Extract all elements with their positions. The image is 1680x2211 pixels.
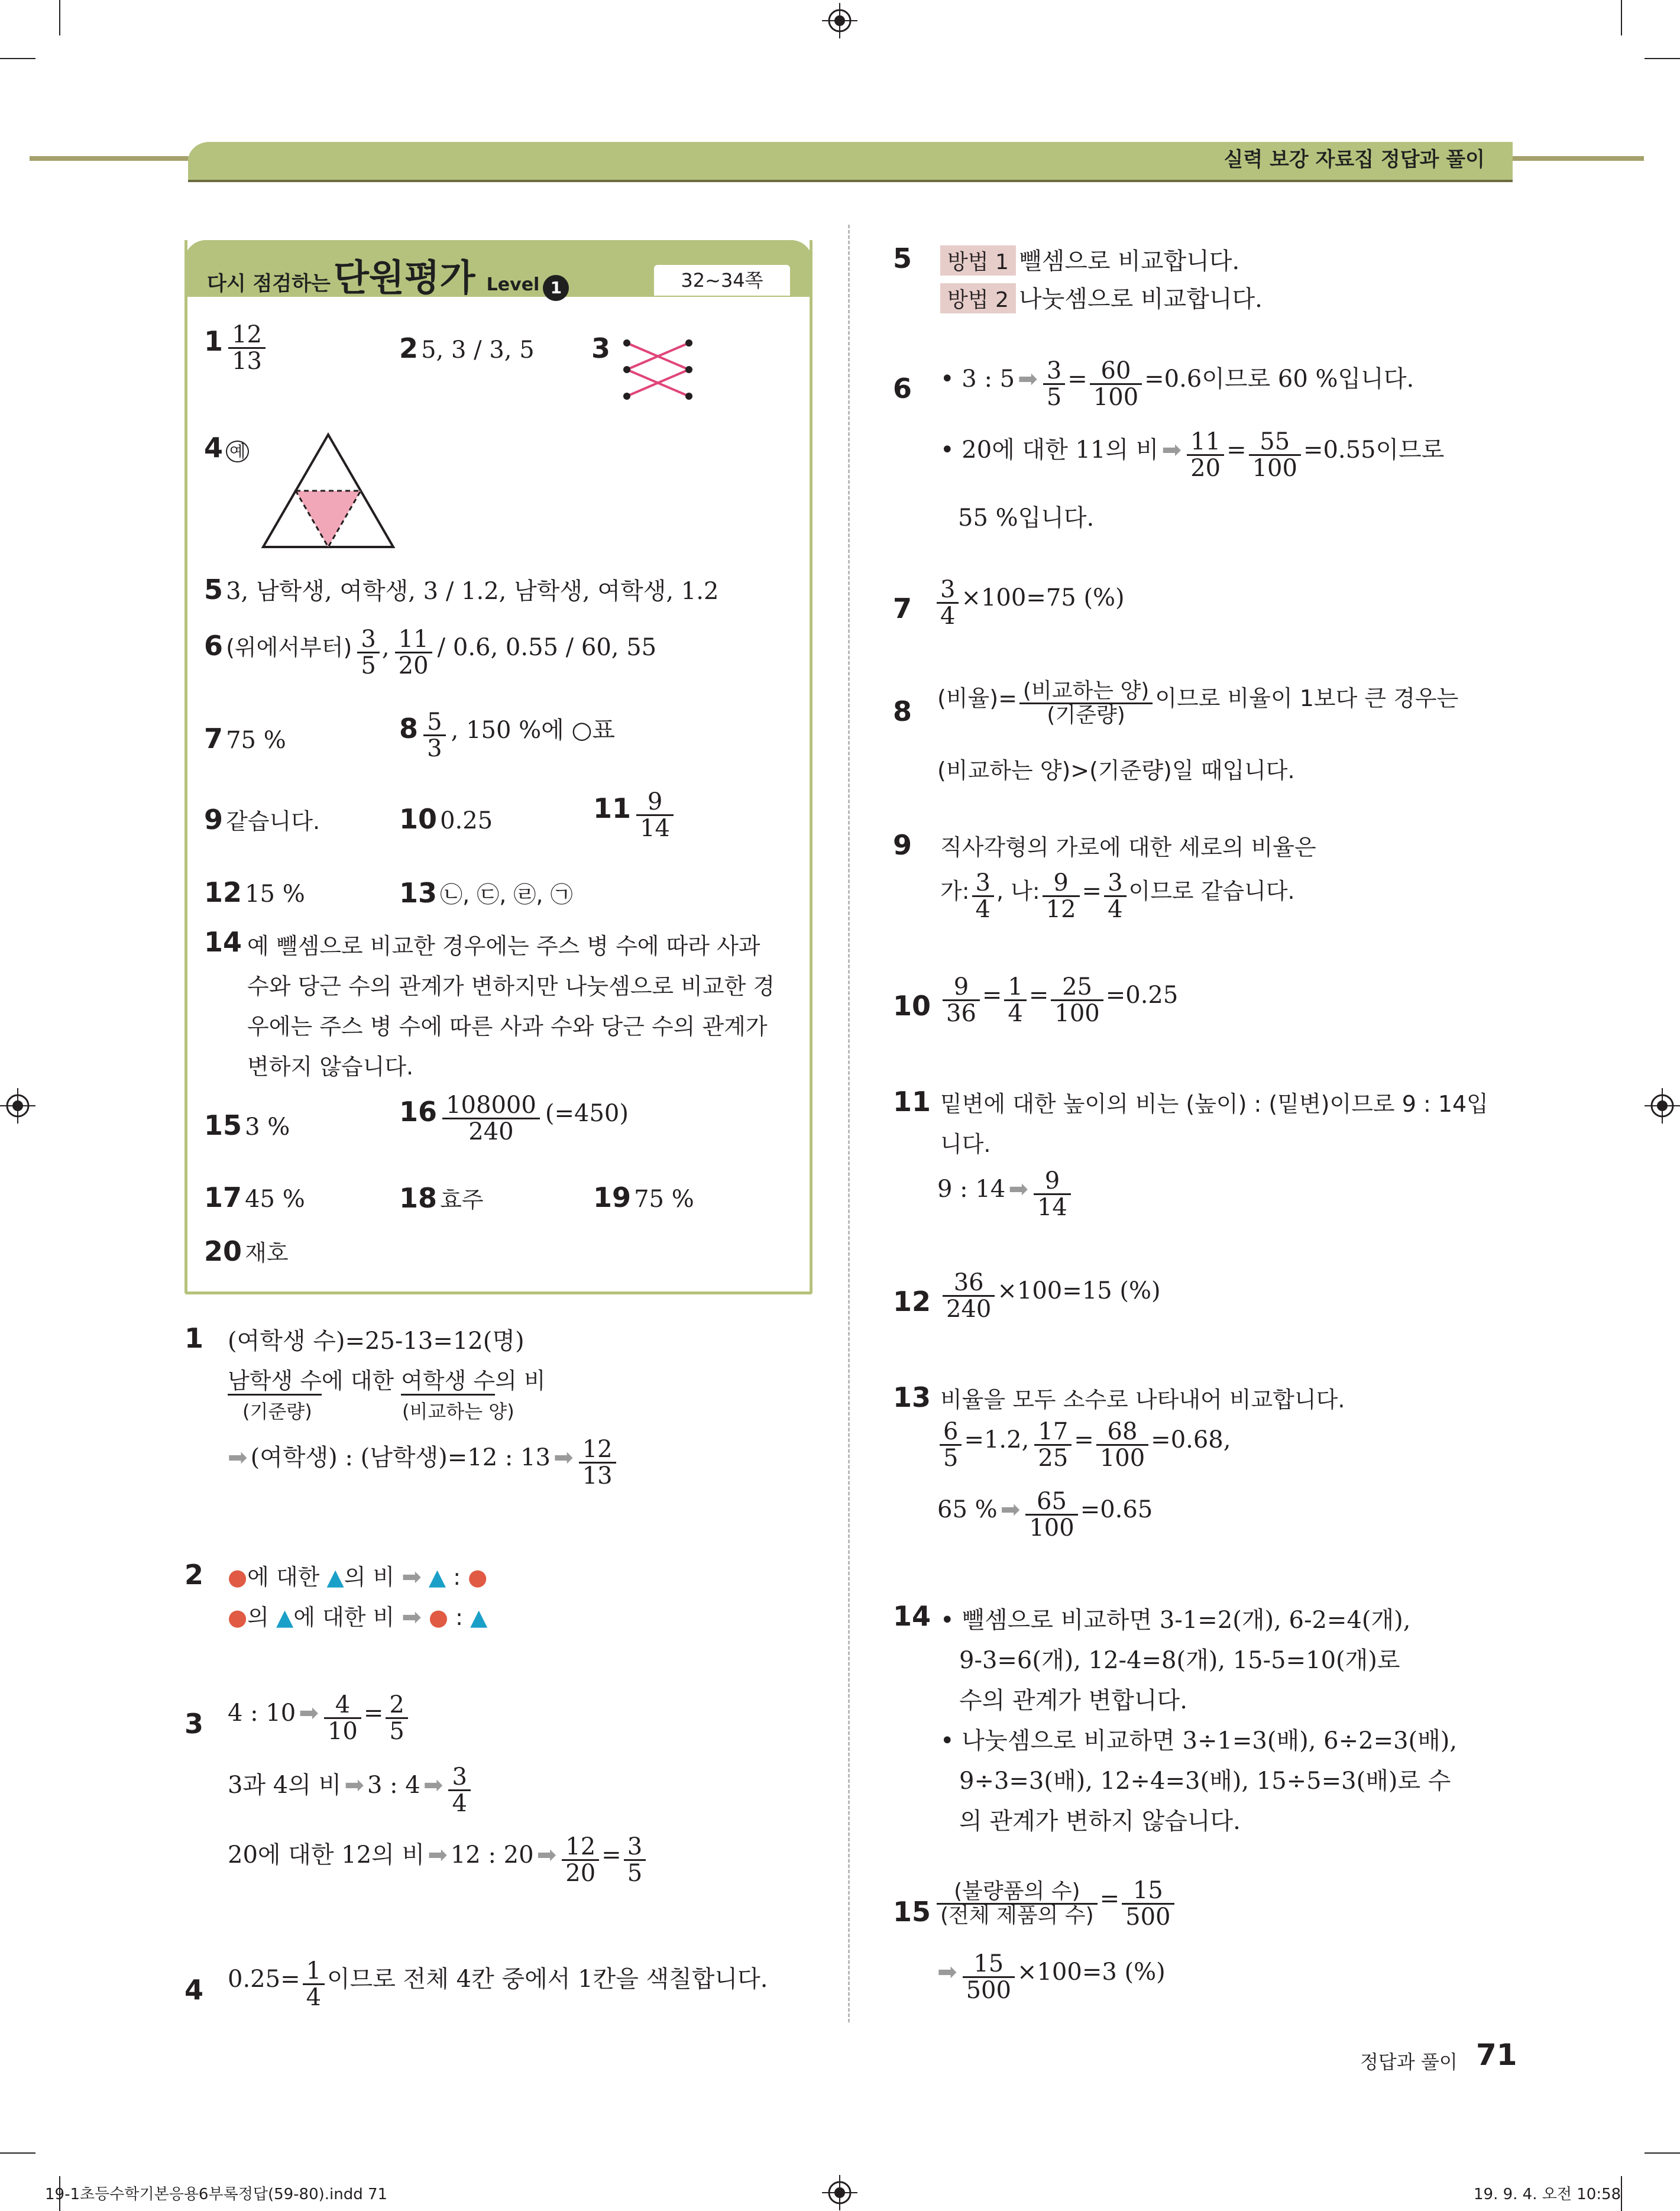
solution-number: 13 <box>893 1381 931 1413</box>
answer-number: 16 <box>399 1096 438 1128</box>
numerator: 11 <box>1187 429 1224 456</box>
review-answer-20 <box>204 1235 289 1267</box>
solution-number: 11 <box>893 1086 931 1118</box>
text: 의 비 <box>344 1564 395 1590</box>
review-answer-3 <box>591 332 610 364</box>
answer-text: / 0.6, 0.55 / 60, 55 <box>437 634 657 661</box>
text: =0.65 <box>1080 1496 1153 1523</box>
solution-1-sub2: (비교하는 양) <box>402 1400 514 1423</box>
solution-number: 15 <box>893 1896 931 1928</box>
text: 20에 대한 12의 비 <box>228 1841 425 1869</box>
review-answer-10 <box>399 803 493 835</box>
denominator: 100 <box>1099 1445 1145 1472</box>
solution-9-line1: 직사각형의 가로에 대한 세로의 비율은 <box>940 834 1316 860</box>
level-badge: 1 <box>543 275 569 301</box>
numerator: 1 <box>1004 975 1026 1001</box>
answer-number: 12 <box>204 876 242 908</box>
answer-number: 9 <box>204 804 224 836</box>
triangle-icon: ▲ <box>276 1604 294 1630</box>
review-title <box>207 248 569 301</box>
solution-7-number <box>893 593 912 624</box>
numerator: 36 <box>943 1270 995 1297</box>
numerator: 9 <box>1034 1168 1071 1195</box>
solution-13-line2: $\frac{6}{5}$ =1.2, $\frac{17}{25}$ = $\frac{68}{100}$ =0.68, <box>937 1419 1231 1471</box>
comma: , <box>381 634 390 661</box>
solution-13-number <box>893 1381 931 1413</box>
arrow-right-icon: ➡ <box>1161 436 1182 464</box>
colon: : <box>455 1604 463 1630</box>
level-label: Level <box>486 274 540 295</box>
denominator: 5 <box>627 1860 643 1887</box>
solution-7-line1 <box>934 577 1125 629</box>
text: 3 : 4 <box>367 1772 420 1799</box>
review-answer-7 <box>204 723 286 755</box>
arrow-right-icon: ➡ <box>402 1563 422 1591</box>
text: 9 : 14 <box>937 1176 1006 1203</box>
triangle-icon: ▲ <box>470 1604 488 1630</box>
text-line: 수의 관계가 변합니다. <box>959 1687 1187 1714</box>
numerator: 3 <box>1043 358 1065 385</box>
numerator: 65 <box>1025 1489 1077 1516</box>
solution-9-line2: 가: $\frac{3}{4}$ , 나: $\frac{9}{12}$ = $\frac{3}{4}$ 이므로 같습니다. <box>940 869 1295 923</box>
denominator: 4 <box>306 1984 322 2011</box>
arrow-right-icon: ➡ <box>536 1841 557 1869</box>
underlined-text: 여학생 수 <box>401 1368 495 1396</box>
solution-3-line2 <box>228 1765 473 1816</box>
answer-number: 1 <box>204 325 224 357</box>
text: =0.55이므로 <box>1303 436 1445 464</box>
solution-6-line3: 55 %입니다. <box>958 504 1095 532</box>
page-range: 32~34쪽 <box>654 265 790 296</box>
solution-8-line1 <box>937 680 1458 727</box>
numerator: 11 <box>395 627 432 653</box>
review-answer-14-text <box>247 926 775 1087</box>
text: 이므로 같습니다. <box>1128 878 1295 904</box>
review-answer-14 <box>204 926 242 958</box>
numerator: 12 <box>562 1834 599 1861</box>
answer-number: 6 <box>204 630 224 662</box>
review-answer-1 <box>204 322 268 374</box>
numerator: 55 <box>1249 429 1301 456</box>
review-answer-9 <box>204 803 320 836</box>
crop-mark <box>0 2152 35 2154</box>
answer-number: 13 <box>399 877 438 909</box>
answer-number: 17 <box>204 1181 242 1213</box>
answer-text: ㉡, ㉢, ㉣, ㉠ <box>440 882 573 908</box>
numerator: 2 <box>386 1692 407 1719</box>
solution-8-number <box>893 695 912 727</box>
answer-number: 19 <box>593 1181 632 1213</box>
numerator: (비교하는 양) <box>1019 680 1153 704</box>
numerator: 3 <box>448 1765 470 1791</box>
text: 의 <box>247 1604 276 1630</box>
denominator: 100 <box>1029 1514 1074 1542</box>
review-answer-6 <box>204 627 656 678</box>
denominator: 100 <box>1252 455 1297 482</box>
denominator: 13 <box>582 1462 613 1490</box>
solution-12-line1 <box>940 1270 1161 1322</box>
numerator: 60 <box>1090 358 1142 385</box>
crop-mark <box>1621 2176 1622 2211</box>
answer-number: 10 <box>399 803 438 835</box>
text-line: 변하지 않습니다. <box>247 1054 414 1080</box>
solution-number: 12 <box>893 1286 931 1317</box>
registration-mark-icon <box>0 1088 35 1124</box>
denominator: 14 <box>640 815 671 842</box>
solution-number: 6 <box>893 373 912 404</box>
denominator: 100 <box>1093 384 1139 411</box>
review-answer-16 <box>399 1093 629 1144</box>
text: 3과 4의 비 <box>228 1772 342 1799</box>
example-mark: 예 <box>226 441 249 462</box>
numerator: 9 <box>943 975 980 1001</box>
text: =1.2, <box>964 1426 1030 1454</box>
denominator: 12 <box>1045 896 1076 923</box>
answer-number: 20 <box>204 1235 242 1267</box>
solution-15-line1: $\frac{\text{(불량품의 수)}}{\text{(전체 제품의 수)}}$ = $\frac{15}{500}$ <box>934 1878 1177 1930</box>
solution-13-line3 <box>937 1489 1153 1540</box>
review-label-big: 단원평가 <box>334 256 475 299</box>
text: =0.25 <box>1105 982 1179 1009</box>
solution-number: 9 <box>893 829 912 861</box>
solution-number: 10 <box>893 990 931 1022</box>
review-answer-15 <box>204 1109 290 1141</box>
solution-1-line1: (여학생 수)=25-13=12(명) <box>228 1328 525 1355</box>
answer-text: 5, 3 / 3, 5 <box>421 336 535 364</box>
solution-3-line3: 20에 대한 12의 비 ➡ 12 : 20 ➡ $\frac{12}{20}$ = $\frac{3}{5}$ <box>228 1834 648 1886</box>
text: 에 대한 비 <box>293 1604 395 1630</box>
denominator: 500 <box>1125 1904 1171 1931</box>
crop-mark <box>1621 0 1622 35</box>
solution-15-number <box>893 1896 931 1928</box>
solution-11-line2: 니다. <box>940 1131 991 1157</box>
denominator: 13 <box>232 348 263 375</box>
text: 이므로 전체 4칸 중에서 1칸을 색칠합니다. <box>327 1966 768 1993</box>
numerator: 3 <box>972 870 994 897</box>
solution-10-number <box>893 990 931 1022</box>
denominator: 14 <box>1037 1194 1067 1221</box>
file-slug: 19-1초등수학기본응용6부록정답(59-80).indd 71 <box>45 2186 388 2203</box>
text-line: 예 뺄셈으로 비교한 경우에는 주스 병 수에 따라 사과 <box>247 933 760 959</box>
denominator: 5 <box>361 652 376 679</box>
answer-number: 11 <box>593 792 632 824</box>
text: (여학생) : (남학생)=12 : 13 <box>250 1444 551 1471</box>
solution-6-number <box>893 373 912 404</box>
answer-number: 7 <box>204 723 224 755</box>
circle-icon: ● <box>468 1564 488 1590</box>
numerator: 12 <box>228 322 266 349</box>
answer-text: (=450) <box>545 1100 629 1127</box>
denominator: 5 <box>389 1718 404 1745</box>
numerator: 4 <box>324 1692 361 1719</box>
text-line: 의 관계가 변하지 않습니다. <box>959 1808 1241 1835</box>
circle-icon: ● <box>228 1604 248 1630</box>
denominator: 240 <box>468 1118 514 1145</box>
solution-2-line2 <box>228 1599 487 1631</box>
registration-mark-icon <box>822 3 857 38</box>
solution-1-sub1: (기준량) <box>242 1400 312 1423</box>
triangle-icon: ▲ <box>428 1564 446 1590</box>
denominator: 5 <box>943 1445 959 1472</box>
solution-14-text <box>940 1600 1457 1841</box>
arrow-right-icon: ➡ <box>1018 365 1038 393</box>
text: 나눗셈으로 비교합니다. <box>1019 286 1263 313</box>
text: 0.25= <box>228 1966 300 1993</box>
text-line: • 나눗셈으로 비교하면 3÷1=3(배), 6÷2=3(배), <box>940 1727 1458 1754</box>
crop-mark <box>1645 2152 1680 2154</box>
text: 에 대한 <box>247 1564 327 1590</box>
solution-number: 1 <box>184 1322 204 1354</box>
method-tag: 방법 1 <box>940 245 1016 276</box>
answer-text: 재호 <box>245 1240 289 1266</box>
solution-number: 5 <box>893 242 912 274</box>
solution-11-number <box>893 1086 931 1118</box>
print-date: 19. 9. 4. 오전 10:58 <box>1474 2186 1621 2203</box>
crop-mark <box>1645 58 1680 59</box>
text: ×100=15 (%) <box>997 1277 1161 1304</box>
page-number: 71 <box>1476 2038 1517 2072</box>
answer-number: 5 <box>204 574 224 606</box>
denominator: 20 <box>1190 455 1221 482</box>
text: 뺄셈으로 비교합니다. <box>1019 248 1240 275</box>
text: =0.68, <box>1151 1426 1231 1454</box>
text-line: 수와 당근 수의 관계가 변하지만 나눗셈으로 비교한 경 <box>247 973 775 999</box>
solution-11-line3 <box>937 1168 1073 1220</box>
review-answer-4 <box>204 432 249 464</box>
solution-number: 4 <box>184 1974 204 2006</box>
text-line: • 뺄셈으로 비교하면 3-1=2(개), 6-2=4(개), <box>940 1607 1411 1634</box>
review-answer-11 <box>593 789 676 841</box>
answer-number: 2 <box>399 332 419 364</box>
solution-5-line2 <box>940 280 1263 314</box>
footer-label: 정답과 풀이 <box>1360 2051 1458 2073</box>
solution-1-line2 <box>228 1362 546 1395</box>
review-answer-2 <box>399 332 535 364</box>
triangle-icon: ▲ <box>326 1564 344 1590</box>
solution-4-number <box>184 1974 203 2006</box>
answer-text: , 150 %에 ○표 <box>451 717 616 744</box>
solution-number: 7 <box>893 593 912 624</box>
numerator: (불량품의 수) <box>937 1880 1098 1905</box>
denominator: 4 <box>1008 1000 1023 1027</box>
denominator: 4 <box>940 603 956 630</box>
text: 65 % <box>937 1496 998 1523</box>
answer-text: 75 % <box>634 1186 694 1213</box>
solution-8-line2: (비교하는 양)>(기준량)일 때입니다. <box>937 757 1295 784</box>
text: 에 대한 <box>321 1368 402 1394</box>
text: • 20에 대한 11의 비 <box>940 436 1159 464</box>
underlined-text: 남학생 수 <box>228 1368 322 1396</box>
numerator: 9 <box>636 789 674 816</box>
numerator: 12 <box>579 1437 616 1464</box>
review-answer-8 <box>399 710 615 761</box>
review-answer-18 <box>399 1181 484 1214</box>
answer-text: (위에서부터) <box>226 635 352 661</box>
solution-6-line1: • 3 : 5 ➡ $\frac{3}{5}$ = $\frac{60}{100}$ =0.6이므로 60 %입니다. <box>940 357 1414 411</box>
review-label-small: 다시 점검하는 <box>207 272 331 296</box>
text: ×100=3 (%) <box>1017 1959 1166 1986</box>
arrow-right-icon: ➡ <box>402 1604 422 1631</box>
denominator: 3 <box>427 735 442 762</box>
text-line: 우에는 주스 병 수에 따른 사과 수와 당근 수의 관계가 <box>247 1014 768 1040</box>
text-line: 9-3=6(개), 12-4=8(개), 15-5=10(개)로 <box>959 1647 1400 1674</box>
denominator: 10 <box>327 1718 358 1745</box>
solution-2-line1 <box>228 1559 487 1591</box>
denominator: 5 <box>1046 384 1062 411</box>
answer-number: 4 <box>204 432 224 464</box>
method-tag: 방법 2 <box>940 283 1016 313</box>
review-answer-12 <box>204 876 305 908</box>
numerator: 6 <box>940 1419 962 1446</box>
solution-14-number <box>893 1600 931 1632</box>
solution-2-number <box>184 1559 203 1591</box>
arrow-right-icon: ➡ <box>344 1772 364 1799</box>
solution-5-number <box>893 242 912 274</box>
text: ×100=75 (%) <box>961 584 1125 611</box>
triangle-diagram <box>260 432 396 550</box>
answer-text: 같습니다. <box>226 808 321 834</box>
answer-text: 3 % <box>245 1113 290 1141</box>
numerator: 68 <box>1096 1419 1148 1446</box>
denominator: (기준량) <box>1047 703 1125 727</box>
arrow-right-icon: ➡ <box>423 1772 444 1799</box>
solution-10-line1: $\frac{9}{36}$ = $\frac{1}{4}$ = $\frac{25}{100}$ =0.25 <box>940 975 1178 1026</box>
solution-3-line1: 4 : 10 ➡ $\frac{4}{10}$ = $\frac{2}{5}$ <box>228 1692 410 1744</box>
text-line: 9÷3=3(배), 12÷4=3(배), 15÷5=3(배)로 수 <box>959 1767 1451 1795</box>
arrow-right-icon: ➡ <box>937 1959 957 1986</box>
registration-mark-icon <box>1645 1088 1680 1124</box>
arrow-right-icon: ➡ <box>428 1841 448 1869</box>
text: 이므로 비율이 1보다 큰 경우는 <box>1155 685 1459 711</box>
denominator: 4 <box>975 896 990 923</box>
answer-number: 8 <box>399 713 419 744</box>
review-answer-5 <box>204 572 718 606</box>
arrow-right-icon: ➡ <box>228 1444 248 1471</box>
solution-number: 2 <box>184 1559 204 1591</box>
column-divider <box>848 225 850 2022</box>
numerator: 17 <box>1034 1419 1072 1446</box>
solution-number: 3 <box>184 1708 204 1740</box>
numerator: 15 <box>1122 1878 1174 1905</box>
numerator: 1 <box>303 1959 325 1985</box>
solution-5-line1 <box>940 242 1239 276</box>
header-title: 실력 보강 자료집 정답과 풀이 <box>1223 148 1485 171</box>
numerator: 25 <box>1051 975 1103 1001</box>
solution-15-line2 <box>937 1951 1166 2003</box>
registration-mark-icon <box>822 2175 857 2210</box>
solution-6-line2: • 20에 대한 11의 비 ➡ $\frac{11}{20}$ = $\frac{55}{100}$ =0.55이므로 <box>940 428 1445 482</box>
denominator: 4 <box>452 1790 467 1817</box>
numerator: 108000 <box>442 1093 540 1119</box>
answer-number: 18 <box>399 1182 438 1214</box>
answer-text: 0.25 <box>440 807 493 834</box>
numerator: 15 <box>963 1951 1015 1978</box>
denominator: 4 <box>1108 896 1123 923</box>
denominator: 20 <box>398 652 429 679</box>
text: 4 : 10 <box>228 1699 296 1727</box>
review-answer-19 <box>593 1181 694 1213</box>
numerator: 9 <box>1043 870 1080 897</box>
numerator: 3 <box>937 577 959 604</box>
denominator: 25 <box>1038 1445 1069 1472</box>
solution-12-number <box>893 1286 931 1317</box>
colon: : <box>453 1564 461 1590</box>
text: , 나: <box>996 878 1040 904</box>
arrow-right-icon: ➡ <box>1000 1496 1021 1523</box>
numerator: 3 <box>357 627 379 653</box>
denominator: 36 <box>946 1000 976 1027</box>
text: 의 비 <box>495 1368 546 1394</box>
numerator: 5 <box>423 710 445 736</box>
circle-icon: ● <box>428 1604 449 1630</box>
solution-4-line1 <box>228 1959 768 2010</box>
answer-text: 15 % <box>245 880 305 908</box>
answer-number: 15 <box>204 1109 242 1141</box>
matching-lines-diagram <box>615 337 698 408</box>
crop-mark <box>59 0 60 35</box>
answer-text: 75 % <box>226 727 286 754</box>
denominator: 100 <box>1054 1000 1100 1027</box>
solution-9-number <box>893 829 912 861</box>
arrow-right-icon: ➡ <box>1008 1176 1028 1203</box>
crop-mark <box>0 58 35 59</box>
review-answer-17 <box>204 1181 305 1213</box>
denominator: 240 <box>946 1296 992 1323</box>
arrow-right-icon: ➡ <box>299 1699 319 1727</box>
answer-number: 3 <box>591 332 611 364</box>
text: • 3 : 5 <box>940 365 1015 393</box>
denominator: 20 <box>565 1860 596 1887</box>
solution-1-number <box>184 1322 203 1354</box>
solution-13-line1: 비율을 모두 소수로 나타내어 비교합니다. <box>940 1387 1345 1413</box>
review-answer-13 <box>399 876 573 909</box>
answer-text: 3, 남학생, 여학생, 3 / 1.2, 남학생, 여학생, 1.2 <box>226 578 719 605</box>
arrow-right-icon: ➡ <box>553 1444 574 1471</box>
circle-icon: ● <box>228 1564 248 1590</box>
solution-number: 8 <box>893 695 912 727</box>
solution-1-line3 <box>228 1437 619 1488</box>
text: =0.6이므로 60 %입니다. <box>1144 365 1414 393</box>
answer-number: 14 <box>204 926 242 958</box>
solution-3-number <box>184 1708 203 1740</box>
text: 12 : 20 <box>450 1841 534 1869</box>
denominator: (전체 제품의 수) <box>940 1904 1094 1928</box>
answer-text: 45 % <box>245 1186 305 1213</box>
answer-text: 효주 <box>440 1187 484 1213</box>
text: 가: <box>940 878 970 904</box>
numerator: 3 <box>624 1834 646 1861</box>
solution-11-line1: 밑변에 대한 높이의 비는 (높이) : (밑변)이므로 9 : 14입 <box>940 1091 1488 1117</box>
denominator: 500 <box>966 1977 1011 2004</box>
solution-number: 14 <box>893 1600 931 1632</box>
numerator: 3 <box>1104 870 1126 897</box>
text: (비율)= <box>937 685 1017 711</box>
